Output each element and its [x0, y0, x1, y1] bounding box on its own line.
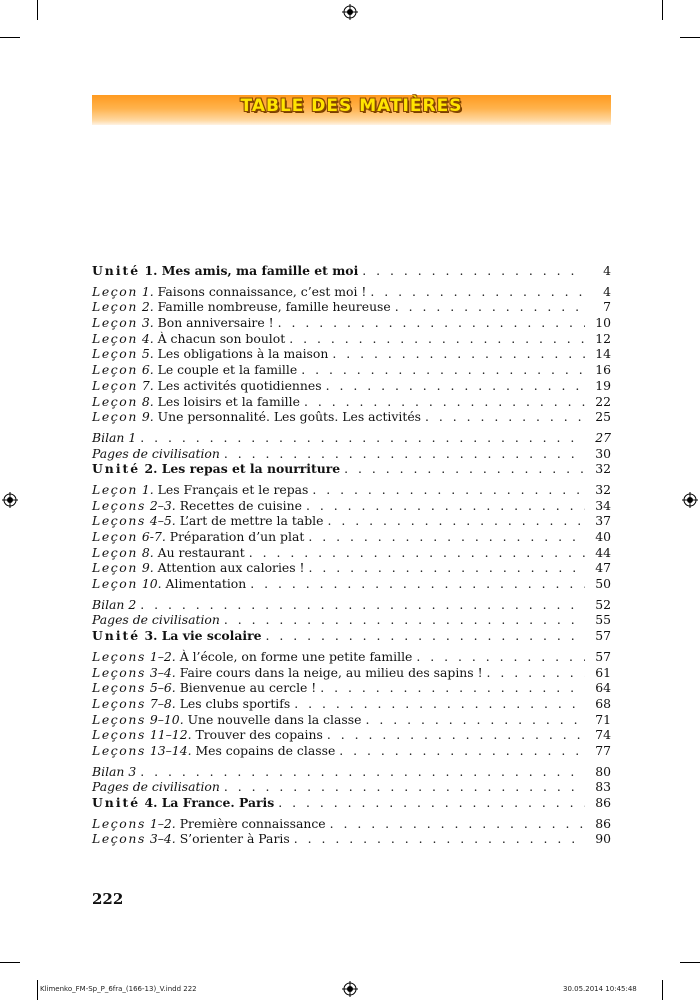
toc-keyword: Leçons	[92, 831, 146, 847]
toc-number: 9–10.	[145, 711, 184, 727]
toc-keyword: Leçons	[92, 815, 146, 831]
toc-entry	[92, 299, 611, 315]
toc-entry	[92, 394, 611, 410]
toc-text: Les clubs sportifs	[175, 695, 291, 711]
toc-page-number: 44	[595, 544, 611, 560]
toc-entry	[92, 545, 611, 561]
toc-keyword: Leçon	[92, 409, 138, 425]
toc-entry-label	[92, 346, 328, 362]
toc-keyword: Leçons	[92, 695, 146, 711]
toc-entry-label	[92, 446, 220, 462]
toc-entry	[92, 346, 611, 362]
dot-leader	[344, 461, 585, 477]
toc-text: Bilan 3	[92, 763, 137, 779]
toc-entry-label	[92, 696, 290, 712]
toc-text: Préparation d’un plat	[165, 529, 305, 544]
toc-number: 9.	[137, 409, 154, 425]
toc-number: 3–4.	[145, 831, 176, 847]
toc-text: Première connaissance	[175, 815, 326, 831]
toc-page-number: 83	[595, 779, 611, 795]
toc-entry	[92, 576, 611, 592]
toc-entry	[92, 331, 611, 347]
toc-entry-label	[92, 394, 300, 410]
dot-leader	[487, 665, 585, 681]
dot-leader	[320, 680, 585, 696]
toc-text: Au restaurant	[153, 544, 245, 560]
toc-page-number: 32	[595, 461, 611, 477]
toc-page-number: 19	[595, 377, 611, 393]
toc-page-number: 57	[595, 628, 611, 644]
toc-entry	[92, 779, 611, 795]
crop-mark	[37, 980, 38, 1000]
dot-leader	[224, 612, 585, 628]
dot-leader	[294, 831, 585, 847]
toc-entry	[92, 680, 611, 696]
toc-page-number: 55	[595, 612, 611, 628]
toc-number: 1.	[137, 481, 154, 497]
toc-entry-label	[92, 362, 297, 378]
toc-text: Une nouvelle dans la classe	[183, 711, 362, 727]
toc-keyword: Leçons	[92, 680, 146, 696]
toc-page-number: 4	[603, 263, 611, 278]
toc-page-number: 74	[595, 727, 611, 743]
dot-leader	[266, 628, 586, 644]
toc-keyword: Leçon	[92, 362, 138, 378]
toc-text: Faire cours dans la neige, au milieu des sapins !	[175, 664, 483, 680]
toc-text: Bon anniversaire !	[153, 315, 274, 331]
slug-date: 30.05.2014 10:45:48	[563, 985, 637, 993]
dot-leader	[416, 649, 585, 665]
toc-page-number: 34	[595, 497, 611, 513]
dot-leader	[395, 299, 585, 315]
toc-entry	[92, 560, 611, 576]
slug-file: Klimenko_FM-Sp_P_6fra_(166-13)_V.indd 222	[40, 985, 197, 993]
toc-entry-label	[92, 612, 220, 628]
toc-page-number: 12	[595, 330, 611, 346]
toc-keyword: Leçon	[92, 544, 138, 560]
toc-page-number: 37	[595, 513, 611, 529]
toc-keyword: Leçon	[92, 560, 138, 576]
toc-page-number: 80	[595, 763, 611, 779]
dot-leader	[425, 409, 585, 425]
toc-entry	[92, 482, 611, 498]
toc-entry-label	[92, 665, 483, 681]
toc-keyword: Leçons	[92, 648, 146, 664]
toc-page-number: 77	[595, 742, 611, 758]
toc-entry	[92, 831, 611, 847]
toc-entry	[92, 727, 611, 743]
dot-leader	[327, 513, 585, 529]
toc-text: Pages de civilisation	[92, 445, 220, 461]
crop-mark	[680, 962, 700, 963]
crop-mark	[0, 37, 20, 38]
toc-text: 2. Les repas et la nourriture	[140, 461, 341, 477]
toc-number: 5–6.	[145, 680, 176, 696]
toc-number: 1.	[137, 283, 154, 299]
toc-entry-label	[92, 764, 136, 780]
toc-text: Mes copains de classe	[191, 742, 336, 758]
toc-page-number: 90	[595, 831, 611, 847]
dot-leader	[301, 362, 585, 378]
toc-keyword: Leçon	[92, 283, 138, 299]
dot-leader	[339, 743, 585, 759]
toc-unit-entry	[92, 461, 611, 477]
toc-page-number: 50	[595, 576, 611, 592]
toc-text: L’art de mettre la table	[175, 513, 324, 529]
dot-leader	[365, 712, 585, 728]
crop-mark	[662, 0, 663, 20]
toc-entry-label	[92, 461, 340, 477]
toc-page-number: 25	[595, 409, 611, 425]
toc-entry	[92, 743, 611, 759]
registration-mark-icon	[2, 492, 18, 508]
dot-leader	[294, 696, 585, 712]
dot-leader	[326, 378, 585, 394]
toc-page-number: 68	[595, 695, 611, 711]
toc-keyword: Leçons	[92, 711, 146, 727]
toc-page-number: 86	[595, 795, 611, 810]
toc-entry	[92, 362, 611, 378]
toc-text: Une personnalité. Les goûts. Les activités	[153, 409, 422, 425]
toc-entry-label	[92, 378, 322, 394]
toc-number: 13–14.	[145, 742, 192, 758]
toc-text: Attention aux calories !	[153, 560, 305, 576]
toc-entry	[92, 816, 611, 832]
dot-leader	[312, 482, 585, 498]
toc-entry-label	[92, 628, 262, 644]
toc-entry	[92, 649, 611, 665]
toc-page-number: 27	[595, 429, 611, 445]
toc-entry-label	[92, 545, 245, 561]
page-number: 222	[92, 890, 124, 908]
toc-number: 8.	[137, 544, 154, 560]
toc-page-number: 22	[595, 393, 611, 409]
toc-entry-label	[92, 576, 246, 592]
dot-leader	[362, 263, 585, 279]
toc-keyword: Unité	[92, 628, 141, 644]
crop-mark	[0, 962, 20, 963]
toc-page-number: 47	[595, 560, 611, 576]
toc-number: 11–12.	[145, 727, 192, 743]
toc-entry-label	[92, 649, 412, 665]
toc-number: 1–2.	[145, 648, 176, 664]
dot-leader	[140, 764, 585, 780]
toc-text: Recettes de cuisine	[175, 497, 302, 513]
dot-leader	[306, 498, 585, 514]
dot-leader	[249, 545, 585, 561]
toc-entry	[92, 284, 611, 300]
dot-leader	[309, 560, 585, 576]
title-banner	[92, 95, 611, 125]
toc-entry-label	[92, 482, 308, 498]
crop-mark	[37, 0, 38, 20]
toc-entry-label	[92, 680, 316, 696]
toc-entry-label	[92, 430, 136, 446]
toc-text: 4. La France. Paris	[140, 795, 275, 810]
toc-text: Pages de civilisation	[92, 779, 220, 795]
toc-entry	[92, 597, 611, 613]
dot-leader	[304, 394, 585, 410]
toc-number: 8.	[137, 393, 154, 409]
toc-entry	[92, 764, 611, 780]
toc-text: Trouver des copains	[191, 727, 323, 743]
toc-number: 9.	[137, 560, 154, 576]
toc-text: Les Français et le repas	[153, 481, 309, 497]
toc-entry	[92, 712, 611, 728]
toc-keyword: Leçon	[92, 315, 138, 331]
toc-keyword: Leçon	[92, 481, 138, 497]
toc-entry	[92, 409, 611, 425]
toc-text: 3. La vie scolaire	[140, 628, 262, 644]
toc-entry	[92, 612, 611, 628]
toc-keyword: Leçon	[92, 346, 138, 362]
toc-entry-label	[92, 331, 285, 347]
toc-entry	[92, 665, 611, 681]
toc-keyword: Unité	[92, 263, 141, 278]
toc-keyword: Leçons	[92, 742, 146, 758]
toc-entry	[92, 696, 611, 712]
toc-entry-label	[92, 409, 421, 425]
toc-page-number: 40	[595, 529, 611, 544]
toc-entry-label	[92, 795, 274, 811]
toc-entry-label	[92, 263, 358, 279]
toc-entry-label	[92, 779, 220, 795]
toc-unit-entry	[92, 795, 611, 811]
dot-leader	[370, 284, 585, 300]
dot-leader	[332, 346, 585, 362]
registration-mark-icon	[342, 981, 358, 997]
toc-keyword: Leçons	[92, 497, 146, 513]
toc-number: 4–5.	[145, 513, 176, 529]
toc-text: Bilan 2	[92, 596, 137, 612]
dot-leader	[308, 529, 585, 545]
toc-page-number: 61	[595, 664, 611, 680]
toc-page-number: 57	[595, 648, 611, 664]
toc-text: Les obligations à la maison	[153, 346, 329, 362]
toc-page-number: 30	[595, 445, 611, 461]
toc-number: 3–4.	[145, 664, 176, 680]
dot-leader	[330, 816, 585, 832]
toc-entry-label	[92, 831, 290, 847]
toc-text: Le couple et la famille	[153, 362, 298, 378]
toc-unit-entry	[92, 628, 611, 644]
toc-keyword: Leçons	[92, 513, 146, 529]
toc-keyword: Leçon	[92, 529, 138, 544]
toc-page-number: 52	[595, 596, 611, 612]
toc-number: 6.	[137, 362, 154, 378]
page-title: TABLE DES MATIÈRES	[240, 96, 463, 116]
toc-text: Bilan 1	[92, 429, 137, 445]
toc-entry-label	[92, 712, 361, 728]
toc-entry	[92, 529, 611, 545]
toc-page-number: 4	[603, 283, 611, 299]
toc-number: 6-7.	[137, 529, 166, 544]
crop-mark	[662, 980, 663, 1000]
toc-text: Les loisirs et la famille	[153, 393, 300, 409]
dot-leader	[327, 727, 585, 743]
toc-entry	[92, 446, 611, 462]
toc-number: 7.	[137, 377, 154, 393]
toc-text: Pages de civilisation	[92, 612, 220, 628]
toc-keyword: Leçon	[92, 377, 138, 393]
toc-keyword: Leçon	[92, 299, 138, 315]
toc-keyword: Leçon	[92, 393, 138, 409]
toc-entry-label	[92, 299, 391, 315]
toc-page-number: 86	[595, 815, 611, 831]
toc-keyword: Unité	[92, 795, 141, 810]
toc-text: 1. Mes amis, ma famille et moi	[140, 263, 359, 278]
toc-text: À chacun son boulot	[153, 330, 286, 346]
table-of-contents	[92, 263, 611, 847]
toc-keyword: Leçon	[92, 576, 138, 592]
toc-keyword: Leçons	[92, 727, 146, 743]
toc-number: 10.	[137, 576, 162, 592]
toc-number: 5.	[137, 346, 154, 362]
dot-leader	[278, 315, 585, 331]
toc-text: S’orienter à Paris	[175, 831, 290, 847]
toc-entry-label	[92, 727, 323, 743]
toc-page-number: 71	[595, 711, 611, 727]
dot-leader	[140, 430, 585, 446]
toc-text: Alimentation	[161, 576, 247, 592]
toc-text: Bienvenue au cercle !	[175, 680, 317, 696]
toc-keyword: Leçons	[92, 664, 146, 680]
toc-page-number: 64	[595, 680, 611, 696]
toc-number: 7–8.	[145, 695, 176, 711]
toc-keyword: Leçon	[92, 330, 138, 346]
toc-entry-label	[92, 816, 326, 832]
crop-mark	[680, 37, 700, 38]
dot-leader	[140, 597, 585, 613]
toc-text: À l’école, on forme une petite famille	[175, 648, 413, 664]
toc-page-number: 7	[603, 299, 611, 315]
toc-entry-label	[92, 597, 136, 613]
dot-leader	[224, 779, 585, 795]
toc-entry	[92, 315, 611, 331]
toc-keyword: Unité	[92, 461, 141, 477]
toc-number: 2–3.	[145, 497, 176, 513]
dot-leader	[289, 331, 585, 347]
toc-entry-label	[92, 560, 305, 576]
toc-entry-label	[92, 529, 304, 545]
toc-text: Les activités quotidiennes	[153, 377, 322, 393]
toc-number: 3.	[137, 315, 154, 331]
toc-entry-label	[92, 284, 366, 300]
dot-leader	[224, 446, 585, 462]
toc-entry	[92, 378, 611, 394]
dot-leader	[250, 576, 585, 592]
toc-text: Famille nombreuse, famille heureuse	[153, 299, 391, 315]
toc-number: 2.	[137, 299, 154, 315]
toc-entry	[92, 498, 611, 514]
toc-entry	[92, 513, 611, 529]
toc-entry-label	[92, 513, 323, 529]
dot-leader	[278, 795, 585, 811]
toc-unit-entry	[92, 263, 611, 279]
toc-page-number: 10	[595, 315, 611, 331]
toc-number: 1–2.	[145, 815, 176, 831]
toc-page-number: 14	[595, 346, 611, 362]
toc-entry	[92, 430, 611, 446]
toc-entry-label	[92, 743, 335, 759]
toc-entry-label	[92, 315, 274, 331]
registration-mark-icon	[342, 4, 358, 20]
toc-number: 4.	[137, 330, 154, 346]
toc-page-number: 32	[595, 481, 611, 497]
registration-mark-icon	[682, 492, 698, 508]
toc-page-number: 16	[595, 362, 611, 378]
toc-text: Faisons connaissance, c’est moi !	[153, 283, 367, 299]
toc-entry-label	[92, 498, 302, 514]
